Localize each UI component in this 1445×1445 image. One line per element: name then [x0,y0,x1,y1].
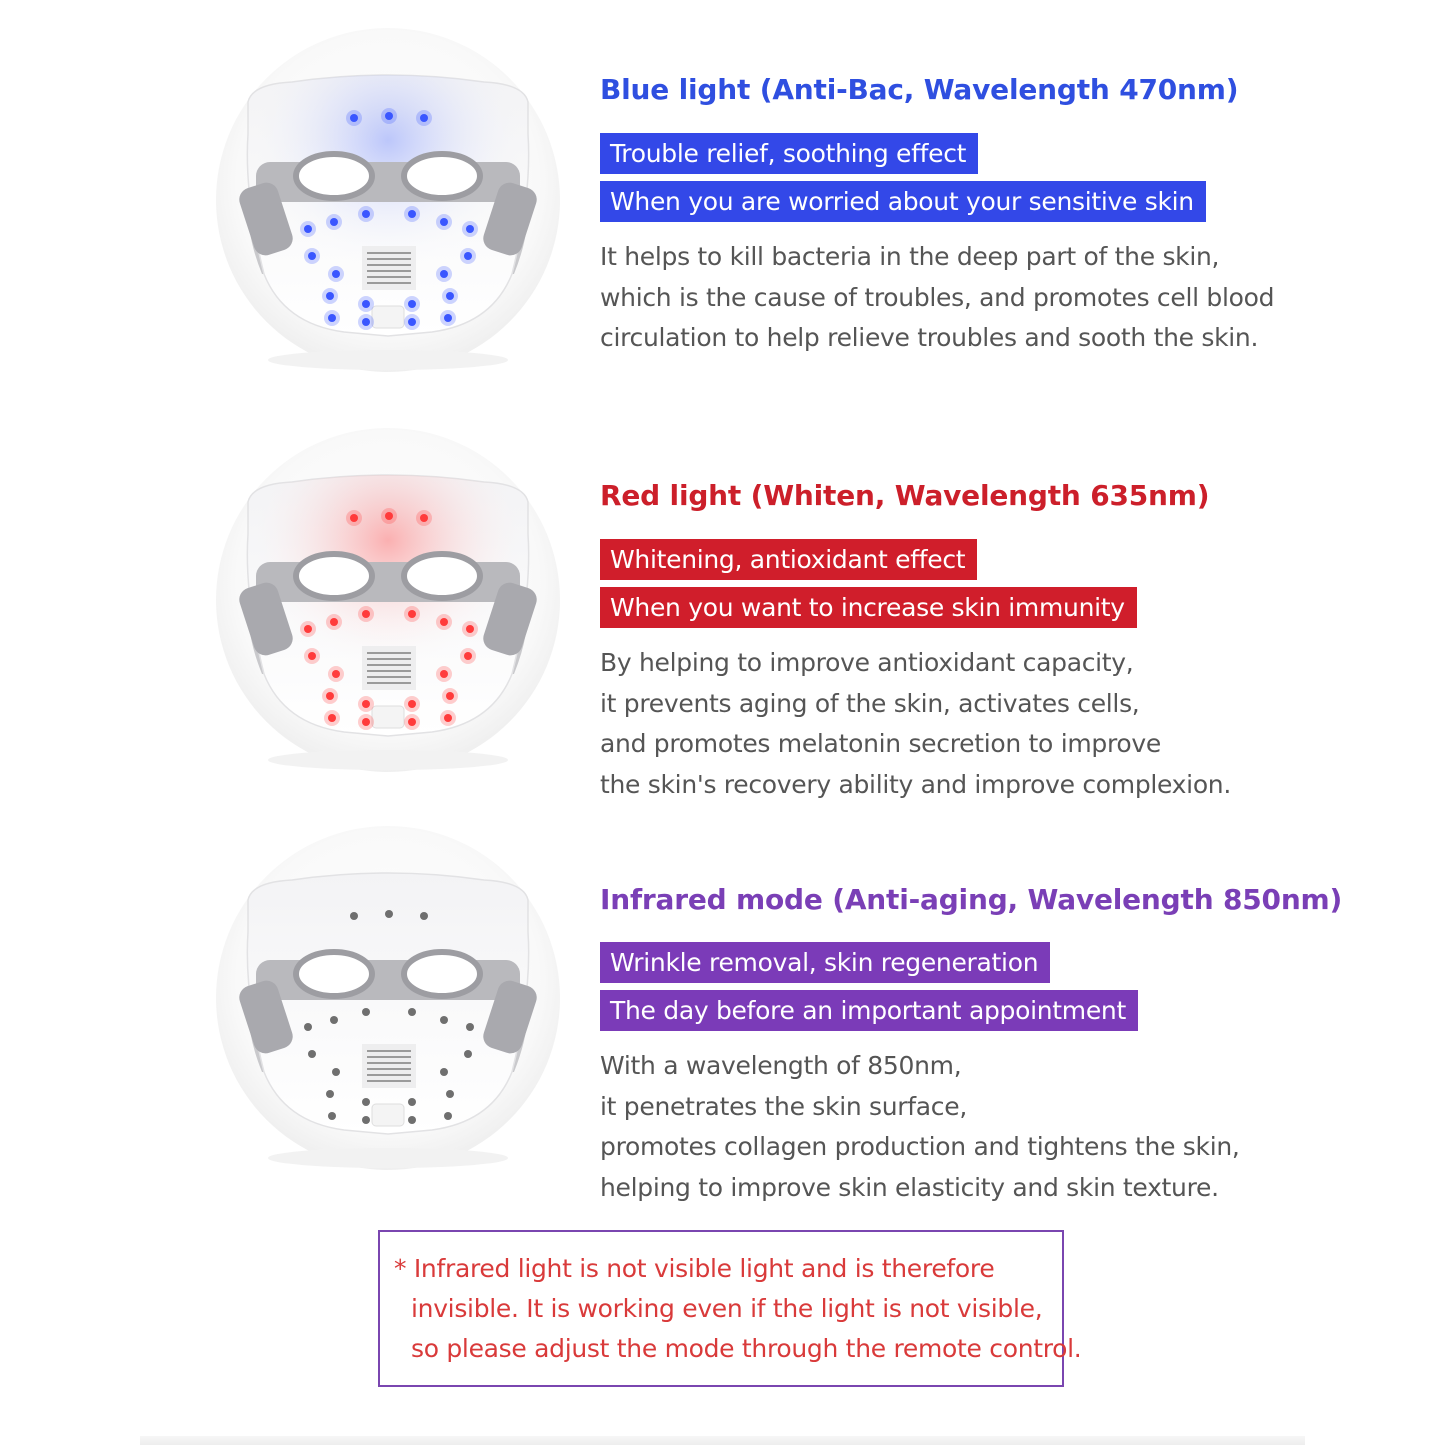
notice-line: so please adjust the mode through the remote control. [411,1334,1082,1363]
infrared-notice-box [378,1230,1082,1387]
red-light-text [600,478,1400,805]
infrared-body-line: helping to improve skin elasticity and skin texture. [600,1172,1219,1202]
red-body-line: and promotes melatonin secretion to improve [600,729,1161,758]
infrared-body-line: promotes collagen production and tightens the skin, [600,1132,1240,1161]
infrared-heading: Infrared mode (Anti-aging, Wavelength 850nm) [600,883,1343,916]
infrared-tag-effect: Wrinkle removal, skin regeneration [600,942,1050,983]
blue-body-line: circulation to help relieve troubles and sooth the skin. [600,323,1259,352]
led-mask-drawing [216,826,560,1170]
notice-line: invisible. It is working even if the light is not visible, [411,1294,1043,1323]
red-light-heading: Red light (Whiten, Wavelength 635nm) [600,479,1210,512]
blue-tag-effect: Trouble relief, soothing effect [600,133,978,174]
blue-light-heading: Blue light (Anti-Bac, Wavelength 470nm) [600,73,1239,106]
red-led-mask-icon [212,424,564,776]
red-tag-usage: When you want to increase skin immunity [600,587,1137,628]
blue-light-text [600,72,1400,359]
led-mask-drawing [216,28,560,372]
notice-line: * Infrared light is not visible light and is therefore [394,1254,995,1283]
bottom-divider [140,1436,1305,1445]
infrared-body-line: it penetrates the skin surface, [600,1091,967,1121]
infrared-body-line: With a wavelength of 850nm, [600,1051,962,1080]
red-body-line: it prevents aging of the skin, activates cells, [600,688,1140,718]
blue-led-mask-icon [212,24,564,376]
infrared-tag-usage: The day before an important appointment [600,990,1138,1031]
red-body-line: By helping to improve antioxidant capacity, [600,648,1134,677]
led-mask-drawing [216,428,560,772]
red-tag-effect: Whitening, antioxidant effect [600,539,977,580]
blue-body-line: It helps to kill bacteria in the deep part of the skin, [600,242,1220,271]
infrared-led-mask-icon [212,822,564,1174]
blue-body-line: which is the cause of troubles, and promotes cell blood [600,282,1275,312]
infrared-text [600,882,1400,1208]
red-body-line: the skin's recovery ability and improve complexion. [600,769,1232,799]
blue-tag-usage: When you are worried about your sensitive skin [600,181,1206,222]
